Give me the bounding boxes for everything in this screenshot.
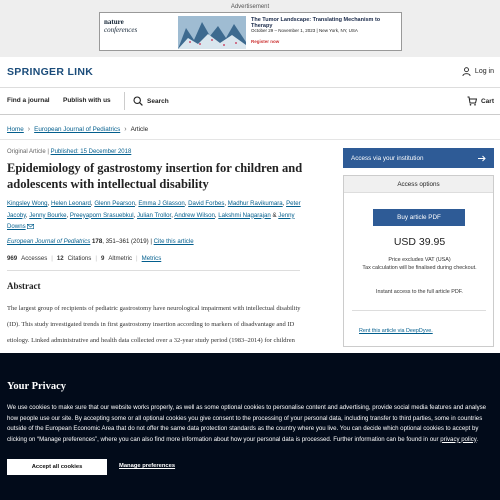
nature-conferences-logo: nature conferences (104, 18, 138, 34)
find-journal-link[interactable]: Find a journal (7, 97, 50, 104)
arrow-right-icon (478, 155, 486, 162)
citations-count: 12 (56, 255, 64, 262)
author-link[interactable]: David Forbes (188, 200, 225, 207)
publish-with-us-link[interactable]: Publish with us (63, 97, 111, 104)
cite-this-article-link[interactable]: Cite this article (153, 238, 194, 245)
article-price: USD 39.95 (393, 236, 446, 248)
accesses-label: Accesses (21, 255, 48, 262)
ad-artwork-image (178, 16, 246, 49)
divider (352, 310, 486, 311)
journal-link[interactable]: European Journal of Pediatrics (7, 238, 91, 245)
chevron-right-icon: › (124, 126, 127, 133)
ad-label: Advertisement (230, 4, 270, 10)
breadcrumb (7, 126, 148, 133)
author-list: Kingsley Wong, Helen Leonard, Glenn Pearson, Emma J Glasson, David Forbes, Madhur Ravikumara, Peter Jacoby, Jenny Bourke, Preeyaporn Srasuebkul, Julian Trollor, Andrew Wilson, Lakshmi Nagarajan & Jenny Downs (7, 200, 301, 230)
access-options-panel (343, 175, 494, 347)
article-type: Original Article (7, 149, 46, 155)
access-via-institution-button[interactable] (343, 148, 494, 168)
privacy-policy-link[interactable]: privacy policy (440, 435, 477, 443)
ad-register-link[interactable]: Register now (251, 39, 280, 44)
abstract-heading: Abstract (7, 281, 41, 291)
cart-button[interactable] (467, 96, 494, 106)
author-link[interactable]: Jenny Downs (7, 211, 295, 230)
accesses-count: 969 (7, 255, 18, 262)
manage-preferences-button[interactable]: Manage preferences (119, 463, 176, 469)
article-title: Epidemiology of gastrostomy insertion for children and adolescents with intellectual disability (7, 161, 303, 191)
nav-divider (124, 92, 125, 110)
ad-banner[interactable] (99, 12, 402, 51)
login-label: Log in (474, 68, 494, 75)
cart-label: Cart (480, 97, 494, 105)
cookie-body: We use cookies to make sure that our website works properly, as well as some optional cookies to personalise content and advertising, provide social media features and analyse how people use our site. By accepting some or all optional cookies you give consent to the processing of your personal data, including transfer to third parties, some in countries outside of the European Economic Area that do not offer the same data protection standards as the country where you live. You can decide which optional cookies to accept by clicking on “Manage preferences”, where you can also find more information about how your personal data is processed. Further information can be found in our privacy policy. (7, 404, 487, 443)
advertisement-strip (0, 0, 500, 57)
author-link[interactable]: Preeyaporn Srasuebkul (69, 211, 134, 219)
login-button[interactable] (462, 67, 494, 76)
springer-link-logo[interactable]: SPRINGER LINK (7, 66, 94, 78)
author-link[interactable]: Andrew Wilson (174, 211, 215, 219)
email-icon[interactable] (27, 224, 34, 229)
access-options-heading: Access options (344, 176, 493, 193)
divider (7, 270, 300, 271)
author-link[interactable]: Lakshmi Nagarajan (218, 211, 271, 219)
author-link[interactable]: Kingsley Wong (7, 200, 48, 207)
user-icon (462, 67, 471, 76)
search-icon (133, 96, 143, 106)
altmetric-label: Altmetric (108, 255, 133, 262)
citations-label: Citations (67, 255, 92, 262)
instant-access-note: Instant access to the full article PDF. (376, 289, 463, 295)
article-metrics: 969 Accesses | 12 Citations | 9 Altmetric | Metrics (7, 255, 162, 262)
chevron-right-icon: › (27, 126, 31, 133)
vat-note: Price excludes VAT (USA) Tax calculation will be finalised during checkout. (362, 257, 477, 271)
author-link[interactable]: Madhur Ravikumara (227, 200, 283, 207)
search-button[interactable] (133, 96, 169, 106)
breadcrumb-journal[interactable]: European Journal of Pediatrics (34, 126, 121, 133)
volume: 178 (92, 238, 103, 245)
author-link[interactable]: Helen Leonard (50, 200, 91, 207)
cart-icon (467, 96, 477, 106)
author-link[interactable]: Glenn Pearson (94, 200, 135, 207)
author-link[interactable]: Julian Trollor (136, 211, 172, 219)
accept-all-cookies-button[interactable]: Accept all cookies (7, 459, 107, 475)
breadcrumb-home[interactable]: Home (7, 126, 24, 133)
metrics-link[interactable]: Metrics (141, 255, 162, 262)
altmetric-count: 9 (100, 255, 105, 262)
cookie-consent-banner (0, 353, 500, 500)
access-via-institution-label: Access via your institution (351, 154, 424, 162)
article-meta: Original Article | Published: 15 December 2018 (7, 149, 132, 155)
ad-title: The Tumor Landscape: Translating Mechanism to Therapy (251, 17, 381, 29)
breadcrumb-current: Article (130, 126, 149, 133)
divider (0, 139, 500, 140)
deepdyve-rent-link[interactable]: Rent this article via DeepDyve. (359, 328, 433, 334)
author-link[interactable]: Jenny Bourke (29, 211, 67, 219)
buy-article-pdf-button[interactable]: Buy article PDF (373, 209, 465, 226)
search-label: Search (147, 97, 169, 105)
cookie-heading: Your Privacy (7, 381, 67, 392)
author-link[interactable]: Emma J Glasson (138, 200, 185, 207)
author-link[interactable]: Peter Jacoby (7, 200, 301, 219)
ad-dates: October 29 – November 1, 2023 | New York, NY, USA (251, 28, 358, 33)
citation-line: European Journal of Pediatrics 178, 351–361 (2019) | Cite this article (7, 238, 194, 245)
published-date[interactable]: Published: 15 December 2018 (50, 149, 132, 155)
abstract-text: The largest group of recipients of pediatric gastrostomy have neurological impairment with intellectual disability (ID). This study investigated trends in first gastrostomy insertion according to markers of disadvantage and ID etiology. Linked administrative and health data collected over a 32-year study period (1983–2014) for children (7, 305, 301, 345)
pages: , 351–361 (2019) (102, 238, 149, 245)
